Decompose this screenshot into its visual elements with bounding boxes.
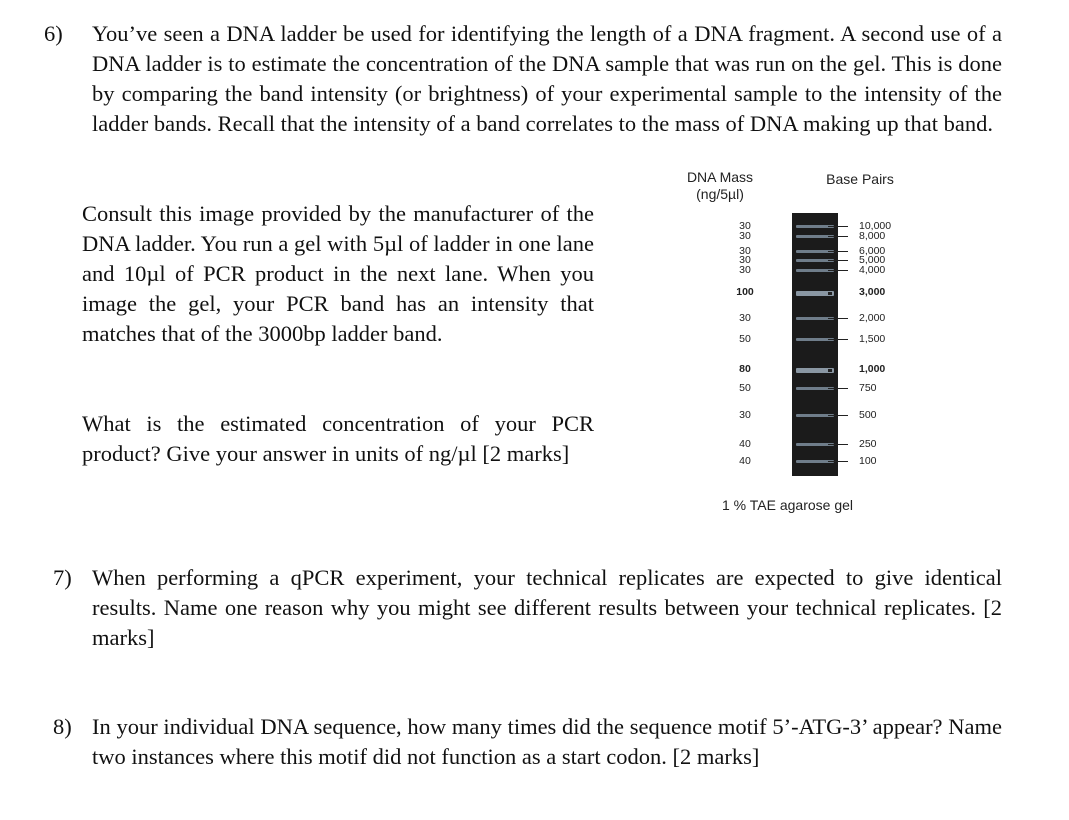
- base-pair-tick: [828, 388, 848, 389]
- gel-caption: 1 % TAE agarose gel: [722, 497, 854, 513]
- base-pair-tick: [828, 444, 848, 445]
- dna-mass-label: 50: [739, 382, 751, 394]
- base-pair-tick: [828, 270, 848, 271]
- base-pair-label: 2,000: [859, 312, 886, 324]
- base-pair-label: 1,000: [859, 363, 886, 375]
- base-pair-label: 1,500: [859, 333, 886, 345]
- base-pair-tick: [828, 236, 848, 237]
- base-pair-tick: [828, 251, 848, 252]
- base-pair-label: 500: [859, 409, 877, 421]
- base-pair-label: 3,000: [859, 286, 886, 298]
- question-8-number: 8): [53, 714, 72, 739]
- question-6: [44, 19, 1004, 139]
- dna-mass-label: 30: [739, 230, 751, 242]
- dna-mass-header-units: (ng/5µl): [696, 186, 744, 202]
- base-pair-label: 250: [859, 438, 877, 450]
- dna-mass-label: 40: [739, 438, 751, 450]
- dna-mass-label: 30: [739, 245, 751, 257]
- base-pair-label: 6,000: [859, 245, 886, 257]
- question-8: [53, 712, 1003, 772]
- base-pairs-header: Base Pairs: [826, 171, 894, 187]
- dna-mass-label: 30: [739, 254, 751, 266]
- base-pair-label: 8,000: [859, 230, 886, 242]
- base-pair-tick: [828, 461, 848, 462]
- dna-mass-header-title: DNA Mass: [686, 169, 754, 185]
- question-6-prompt: What is the estimated concentration of your PCR product? Give your answer in units of ng/µl [2 marks]: [82, 411, 594, 466]
- dna-mass-label: 100: [736, 286, 754, 298]
- question-8-text: In your individual DNA sequence, how many times did the sequence motif 5’-ATG-3’ appear? Name two instances where this motif did not function as a start codon. [2 marks]: [92, 714, 1002, 769]
- base-pair-tick: [828, 415, 848, 416]
- base-pair-tick: [828, 226, 848, 227]
- question-7: [53, 563, 1003, 653]
- base-pair-tick: [828, 339, 848, 340]
- base-pair-label: 750: [859, 382, 877, 394]
- question-6-intro: You’ve seen a DNA ladder be used for identifying the length of a DNA fragment. A second use of a DNA ladder is to estimate the concentration of the DNA sample that was run on the gel. This is done by comparing the band intensity (or brightness) of your experimental sample to the intensity of the ladder bands. Recall that the intensity of a band correlates to the mass of DNA making up that band.: [92, 21, 1002, 136]
- base-pair-tick: [828, 369, 832, 372]
- dna-mass-label: 50: [739, 333, 751, 345]
- base-pair-label: 100: [859, 455, 877, 467]
- base-pair-tick: [828, 318, 848, 319]
- question-7-number: 7): [53, 565, 72, 590]
- question-7-text: When performing a qPCR experiment, your technical replicates are expected to give identical results. Name one reason why you might see different results between your technical replicates. [2 marks]: [92, 565, 1002, 650]
- dna-mass-label: 30: [739, 312, 751, 324]
- dna-mass-label: 80: [739, 363, 751, 375]
- base-pair-label: 10,000: [859, 220, 892, 232]
- dna-mass-label: 30: [739, 409, 751, 421]
- base-pair-tick: [828, 260, 848, 261]
- question-6-consult-text: Consult this image provided by the manufacturer of the DNA ladder. You run a gel with 5µl of ladder in one lane and 10µl of PCR product in the next lane. When you image the gel, your PCR band has an intensity that matches that of the 3000bp ladder band.: [82, 201, 594, 346]
- dna-mass-label: 30: [739, 264, 751, 276]
- dna-mass-label: 40: [739, 455, 751, 467]
- question-6-number: 6): [44, 21, 63, 46]
- dna-mass-label: 30: [739, 220, 751, 232]
- base-pair-label: 4,000: [859, 264, 886, 276]
- base-pair-label: 5,000: [859, 254, 886, 266]
- dna-mass-header: [670, 169, 770, 203]
- base-pair-tick: [828, 292, 832, 295]
- dna-ladder-figure: [650, 165, 910, 525]
